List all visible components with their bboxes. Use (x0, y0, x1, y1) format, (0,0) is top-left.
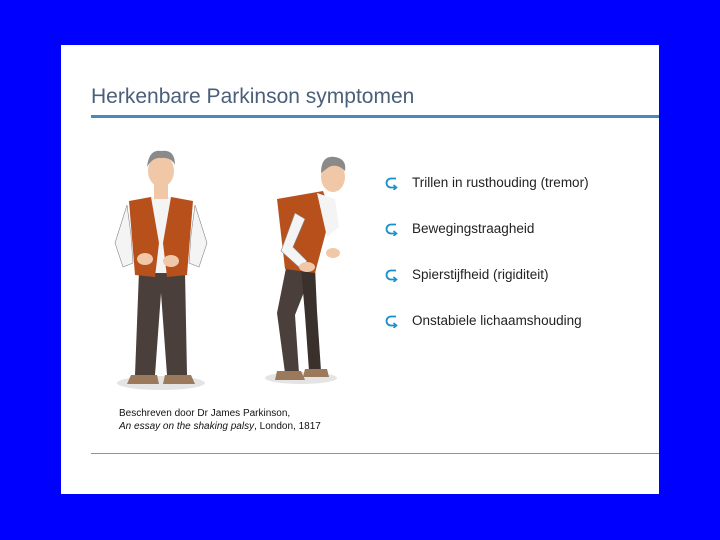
symptom-text: Onstabiele lichaamshouding (412, 313, 582, 328)
patient-side-view (265, 157, 345, 384)
symptom-text: Spierstijfheid (rigiditeit) (412, 267, 549, 282)
caption-work-title: An essay on the shaking palsy (119, 421, 255, 432)
curved-arrow-icon (385, 268, 399, 282)
caption-line-1: Beschreven door Dr James Parkinson, (119, 408, 291, 419)
slide (61, 45, 659, 494)
caption-line-2 (119, 420, 321, 433)
curved-arrow-icon (385, 222, 399, 236)
caption-work-rest: , London, 1817 (254, 421, 321, 432)
patient-front-view (115, 151, 207, 390)
title-divider (91, 115, 659, 118)
symptom-text: Trillen in rusthouding (tremor) (412, 175, 589, 190)
footer-divider (91, 453, 659, 454)
illustration-caption (119, 407, 321, 433)
symptom-text: Bewegingstraagheid (412, 221, 535, 236)
curved-arrow-icon (385, 314, 399, 328)
slide-title: Herkenbare Parkinson symptomen (91, 85, 415, 108)
parkinson-patient-illustration (101, 143, 361, 403)
curved-arrow-icon (385, 176, 399, 190)
